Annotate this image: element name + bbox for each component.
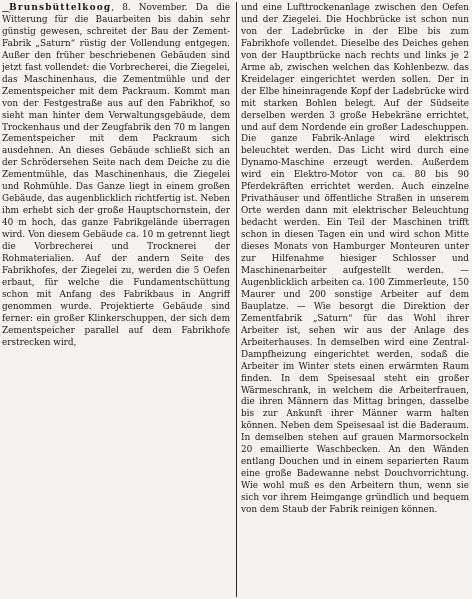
- dateline-place: Brunsbüttelkoog: [9, 3, 112, 13]
- article-column-left: [2, 3, 230, 593]
- article-text-right: und eine Lufttrockenanlage zwischen den Oefen und der Ziegelei. Die Hochbrücke ist schon nun von der Ladebrücke in der Elbe bis zum Fabrikhofe vollendet. Dieselbe des Deiches gehen von der Hauptbrücke nach rechts und links je 2 Arme ab, zwischen welchen das Kohlenbezw. das Kreidelager eingerichtet werden sollen. Der in der Elbe hineinragende Kopf der Ladebrücke wird mit starken Bohlen belegt. Auf der Südseite derselben werden 3 große Hebekräne errichtet, und auf dem Nordende ein großer Ladeschuppen. Die ganze Fabrik-Anlage wird elektrisch beleuchtet werden. Das Licht wird durch eine Dynamo-Maschine erzeugt werden. Außerdem wird ein Elektro-Motor von ca. 80 bis 90 Pferdekräften errichtet werden. Auch einzelne Privathäuser und öffentliche Straßen in unserem Orte werden dann mit elektrischer Beleuchtung bedacht werden. Ein Teil der Maschinen trifft schon in diesen Tagen ein und wird schon Mitte dieses Monats von Hamburger Monteuren unter zur Hilfenahme hiesiger Schlosser und Maschinenarbeiter aufgestellt werden. — Augenblicklich arbeiten ca. 100 Zimmerleute, 150 Maurer und 200 sonstige Arbeiter auf dem Bauplatze. — Wie besorgt die Direktion der Zementfabrik „Saturn“ für das Wohl ihrer Arbeiter ist, sehen wir aus der Anlage des Arbeiterhauses. In demselben wird eine Zentral-Dampfheizung eingerichtet werden, sodaß die Arbeiter im Winter stets einen erwärmten Raum finden. In dem Speisesaal steht ein großer Wärmeschrank, in welchem die Arbeiterfrauen, die ihren Männern das Mittag bringen, dasselbe bis zur Ankunft ihrer Männer warm halten können. Neben dem Speisesaal ist die Baderaum. In demselben stehen auf grauen Marmorsockeln 20 emaillierte Waschbecken. An den Wänden entlang Douchen und in einem separierten Raum eine große Badewanne nebst Douchvorrichtung. Wie wohl muß es den Arbeitern thun, wenn sie sich vor ihrem Heimgange gründlich und bequem von dem Staub der Fabrik reinigen können.: [241, 3, 469, 516]
- article-text-left: [2, 3, 230, 350]
- article-body-left: Da die Witterung für die Bauarbeiten bis dahin sehr günstig gewesen, schreitet der Bau der Zement-Fabrik „Saturn“ rüstig der Vollendung entgegen. Außer den früher beschriebenen Gebäuden sind jetzt fast vollendet: die Vorbrecherei, die Ziegelei, das Maschinenhaus, die Zementmühle und der Zementspeicher mit dem Packraum. Kommt man von der Festgestraße aus auf den Fabrikhof, so sieht man hinter dem Verwaltungsgebäude, dem Trockenhaus und der Zeugfabrik den 70 m langen Zementspeicher mit dem Packraum sich ausdehnen. An dieses Gebäude schließt sich an der Schrödersehen Seite nach dem Deiche zu die Zementmühle, das Maschinenhaus, die Ziegelei und Rohmühle. Das Ganze liegt in einem großen Gebäude, das augenblicklich richtfertig ist. Neben ihm erhebt sich der große Hauptschornstein, der 40 m hoch, das ganze Fabrikgelände überragen wird. Von diesem Gebäude ca. 10 m getrennt liegt die Vorbrecherei und Trocknerei der Rohmaterialien. Auf der andern Seite des Fabrikhofes, der Ziegelei zu, werden die 5 Oefen erbaut, für welche die Fundamentschüttung schon mit Anfang des Fabrikbaus in Angriff genommen wurde. Projektierte Gebäude sind ferner: ein großer Klinkerschuppen, der sich dem Zementspeicher parallel auf dem Fabrikhofe erstrecken wird,: [2, 3, 230, 348]
- dateline-mark: ⁔: [2, 3, 10, 13]
- dateline-date: , 8. November.: [111, 3, 188, 13]
- column-divider: [236, 2, 237, 597]
- article-column-right: [241, 3, 469, 593]
